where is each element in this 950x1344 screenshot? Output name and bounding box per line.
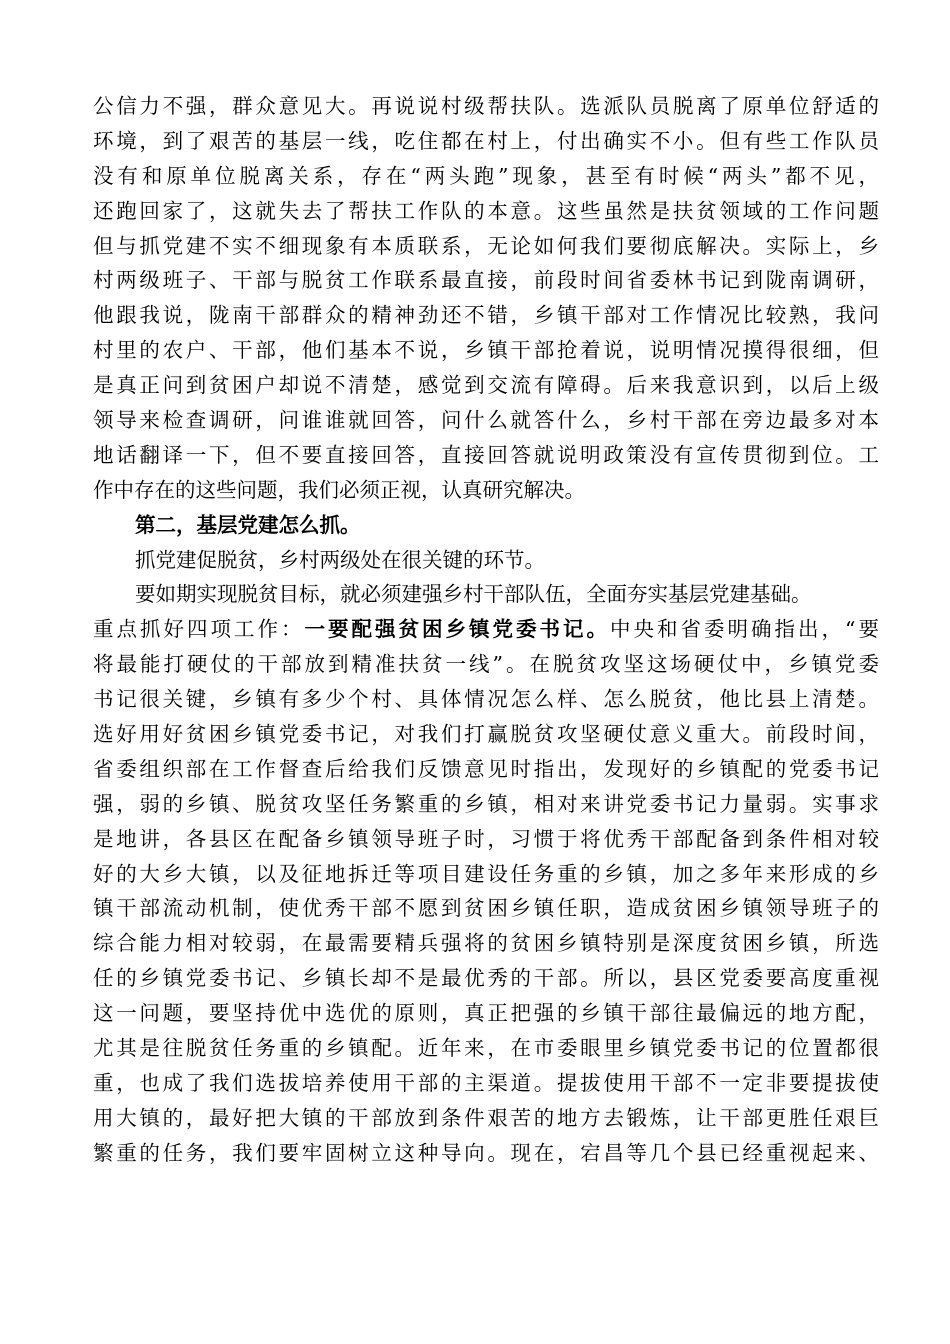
section-heading: 第二，基层党建怎么抓。 (135, 512, 361, 537)
text-line: 作中存在的这些问题，我们必须正视，认真研究解决。 (93, 477, 585, 502)
text-line: 镇干部流动机制，使优秀干部不愿到贫困乡镇任职，造成贫困乡镇领导班子的 (93, 896, 879, 921)
text-line: 强，弱的乡镇、脱贫攻坚任务繁重的乡镇，相对来讲党委书记力量弱。实事求 (93, 791, 879, 816)
emphasis-text: 一要配强贫困乡镇党委书记。 (304, 617, 611, 642)
text-line: 但与抓党建不实不细现象有本质联系，无论如何我们要彻底解决。实际上，乡 (93, 233, 879, 258)
text-line: 任的乡镇党委书记、乡镇长却不是最优秀的干部。所以，县区党委要高度重视 (93, 966, 879, 991)
text-line: 环境，到了艰苦的基层一线，吃住都在村上，付出确实不小。但有些工作队员 (93, 128, 879, 153)
document-page (93, 89, 879, 1171)
text-line: 好的大乡大镇，以及征地拆迁等项目建设任务重的乡镇，加之多年来形成的乡 (93, 861, 879, 886)
text-line: 村两级班子、干部与脱贫工作联系最直接，前段时间省委林书记到陇南调研， (93, 268, 879, 293)
text-line: 书记很关键，乡镇有多少个村、具体情况怎么样、怎么脱贫，他比县上清楚。 (93, 687, 879, 712)
text-line: 这一问题，要坚持优中选优的原则，真正把强的乡镇干部往最偏远的地方配， (93, 1001, 879, 1026)
paragraph-line: 抓党建促脱贫，乡村两级处在很关键的环节。 (135, 547, 545, 572)
text-segment: 中央和省委明确指出，“要 (610, 617, 879, 642)
text-line: 是地讲，各县区在配备乡镇领导班子时，习惯于将优秀干部配备到条件相对较 (93, 826, 879, 851)
text-line: 用大镇的，最好把大镇的干部放到条件艰苦的地方去锻炼，让干部更胜任艰巨 (93, 1105, 879, 1130)
text-line: 选好用好贫困乡镇党委书记，对我们打赢脱贫攻坚硬仗意义重大。前段时间， (93, 722, 879, 747)
paragraph-line: 要如期实现脱贫目标，就必须建强乡村干部队伍，全面夯实基层党建基础。 (135, 582, 812, 607)
text-line-with-emphasis (93, 612, 879, 647)
text-line: 综合能力相对较弱，在最需要精兵强将的贫困乡镇特别是深度贫困乡镇，所选 (93, 931, 879, 956)
text-line: 重，也成了我们选拔培养使用干部的主渠道。提拔使用干部不一定非要提拔使 (93, 1070, 879, 1095)
text-line: 领导来检查调研，问谁谁就回答，问什么就答什么，乡村干部在旁边最多对本 (93, 408, 879, 433)
text-segment: 重点抓好四项工作： (93, 617, 305, 642)
text-line: 他跟我说，陇南干部群众的精神劲还不错，乡镇干部对工作情况比较熟，我问 (93, 303, 879, 328)
text-line: 尤其是往脱贫任务重的乡镇配。近年来，在市委眼里乡镇党委书记的位置都很 (93, 1036, 879, 1061)
text-line: 村里的农户、干部，他们基本不说，乡镇干部抢着说，说明情况摸得很细，但 (93, 338, 879, 363)
text-line: 将最能打硬仗的干部放到精准扶贫一线”。在脱贫攻坚这场硬仗中，乡镇党委 (93, 652, 879, 677)
text-line: 还跑回家了，这就失去了帮扶工作队的本意。这些虽然是扶贫领域的工作问题 (93, 198, 879, 223)
text-line: 繁重的任务，我们要牢固树立这种导向。现在，宕昌等几个县已经重视起来、 (93, 1140, 879, 1165)
text-line: 公信力不强，群众意见大。再说说村级帮扶队。选派队员脱离了原单位舒适的 (93, 94, 879, 118)
text-line: 地话翻译一下，但不要直接回答，直接回答就说明政策没有宣传贯彻到位。工 (93, 442, 879, 467)
text-line: 是真正问到贫困户却说不清楚，感觉到交流有障碍。后来我意识到，以后上级 (93, 373, 879, 398)
text-line: 省委组织部在工作督查后给我们反馈意见时指出，发现好的乡镇配的党委书记 (93, 756, 879, 781)
text-line: 没有和原单位脱离关系，存在“两头跑”现象，甚至有时候“两头”都不见， (93, 163, 879, 188)
